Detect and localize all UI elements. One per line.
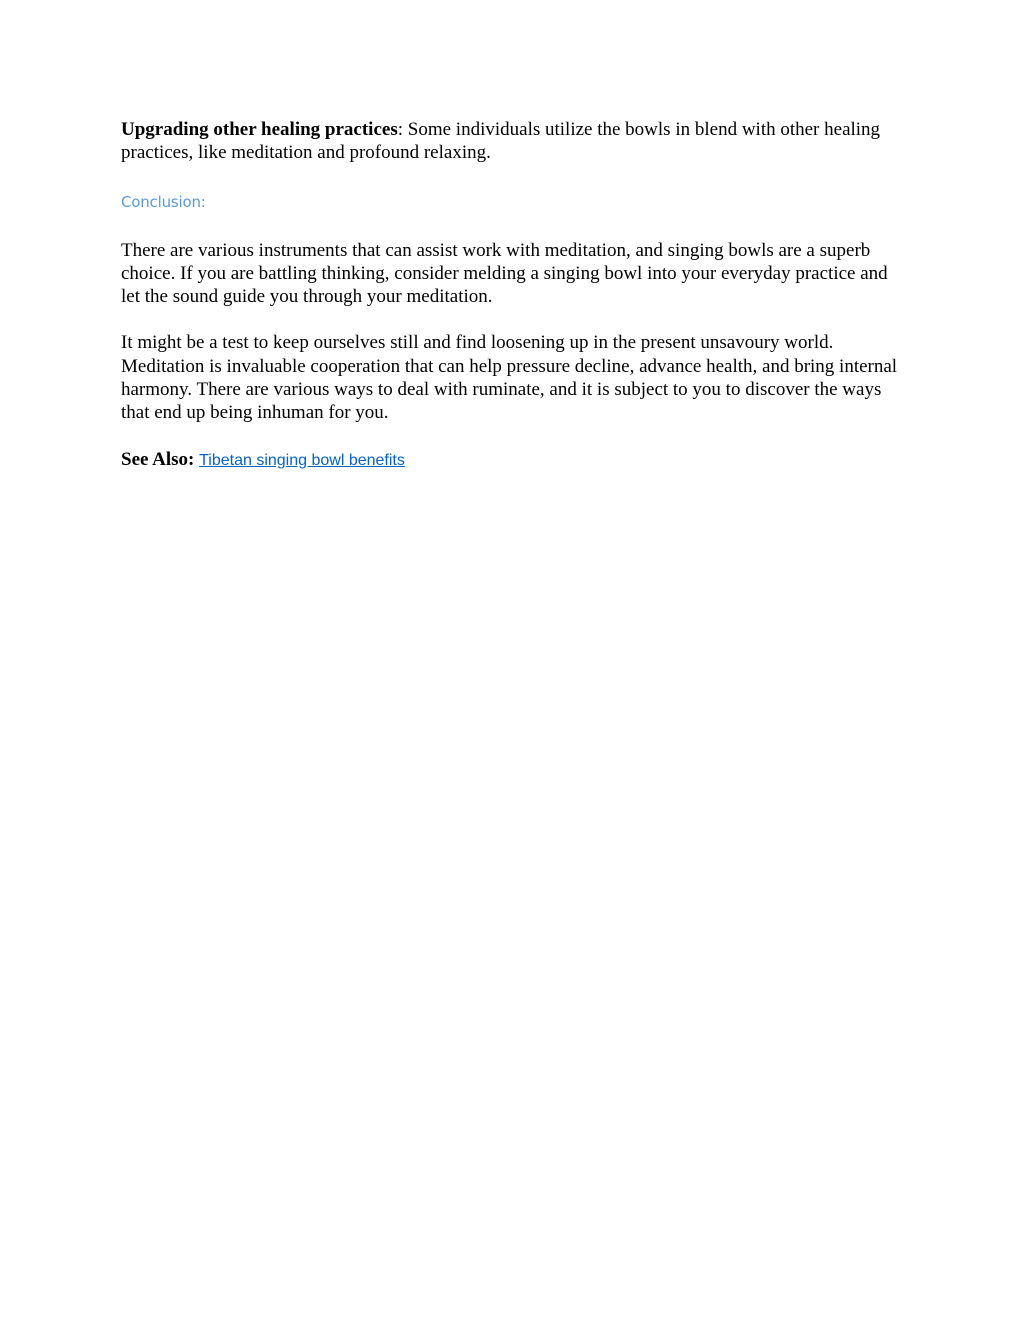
document-page <box>121 118 901 472</box>
see-also-label: See Also: <box>121 448 195 470</box>
upgrading-colon: : <box>397 119 404 140</box>
conclusion-heading: Conclusion: <box>121 192 206 211</box>
see-also-link[interactable]: Tibetan singing bowl benefits <box>199 451 405 469</box>
upgrading-paragraph <box>121 118 901 165</box>
see-also-line <box>121 448 901 472</box>
conclusion-paragraph-2: It might be a test to keep ourselves still and find loosening up in the present unsavoury world. Meditation is invaluable cooperation that can help pressure decline, advance health, and bring internal harmony. There are various ways to deal with ruminate, and it is subject to you to discover the ways that end up being inhuman for you. <box>121 332 898 424</box>
conclusion-paragraph-1: There are various instruments that can assist work with meditation, and singing bowls are a superb choice. If you are battling thinking, consider melding a singing bowl into your everyday practice and let the sound guide you through your meditation. <box>121 239 888 308</box>
upgrading-label: Upgrading other healing practices <box>121 119 398 140</box>
upgrading-text: Some individuals utilize the bowls in blend with other healing practices, like meditation and profound relaxing. <box>121 119 881 164</box>
